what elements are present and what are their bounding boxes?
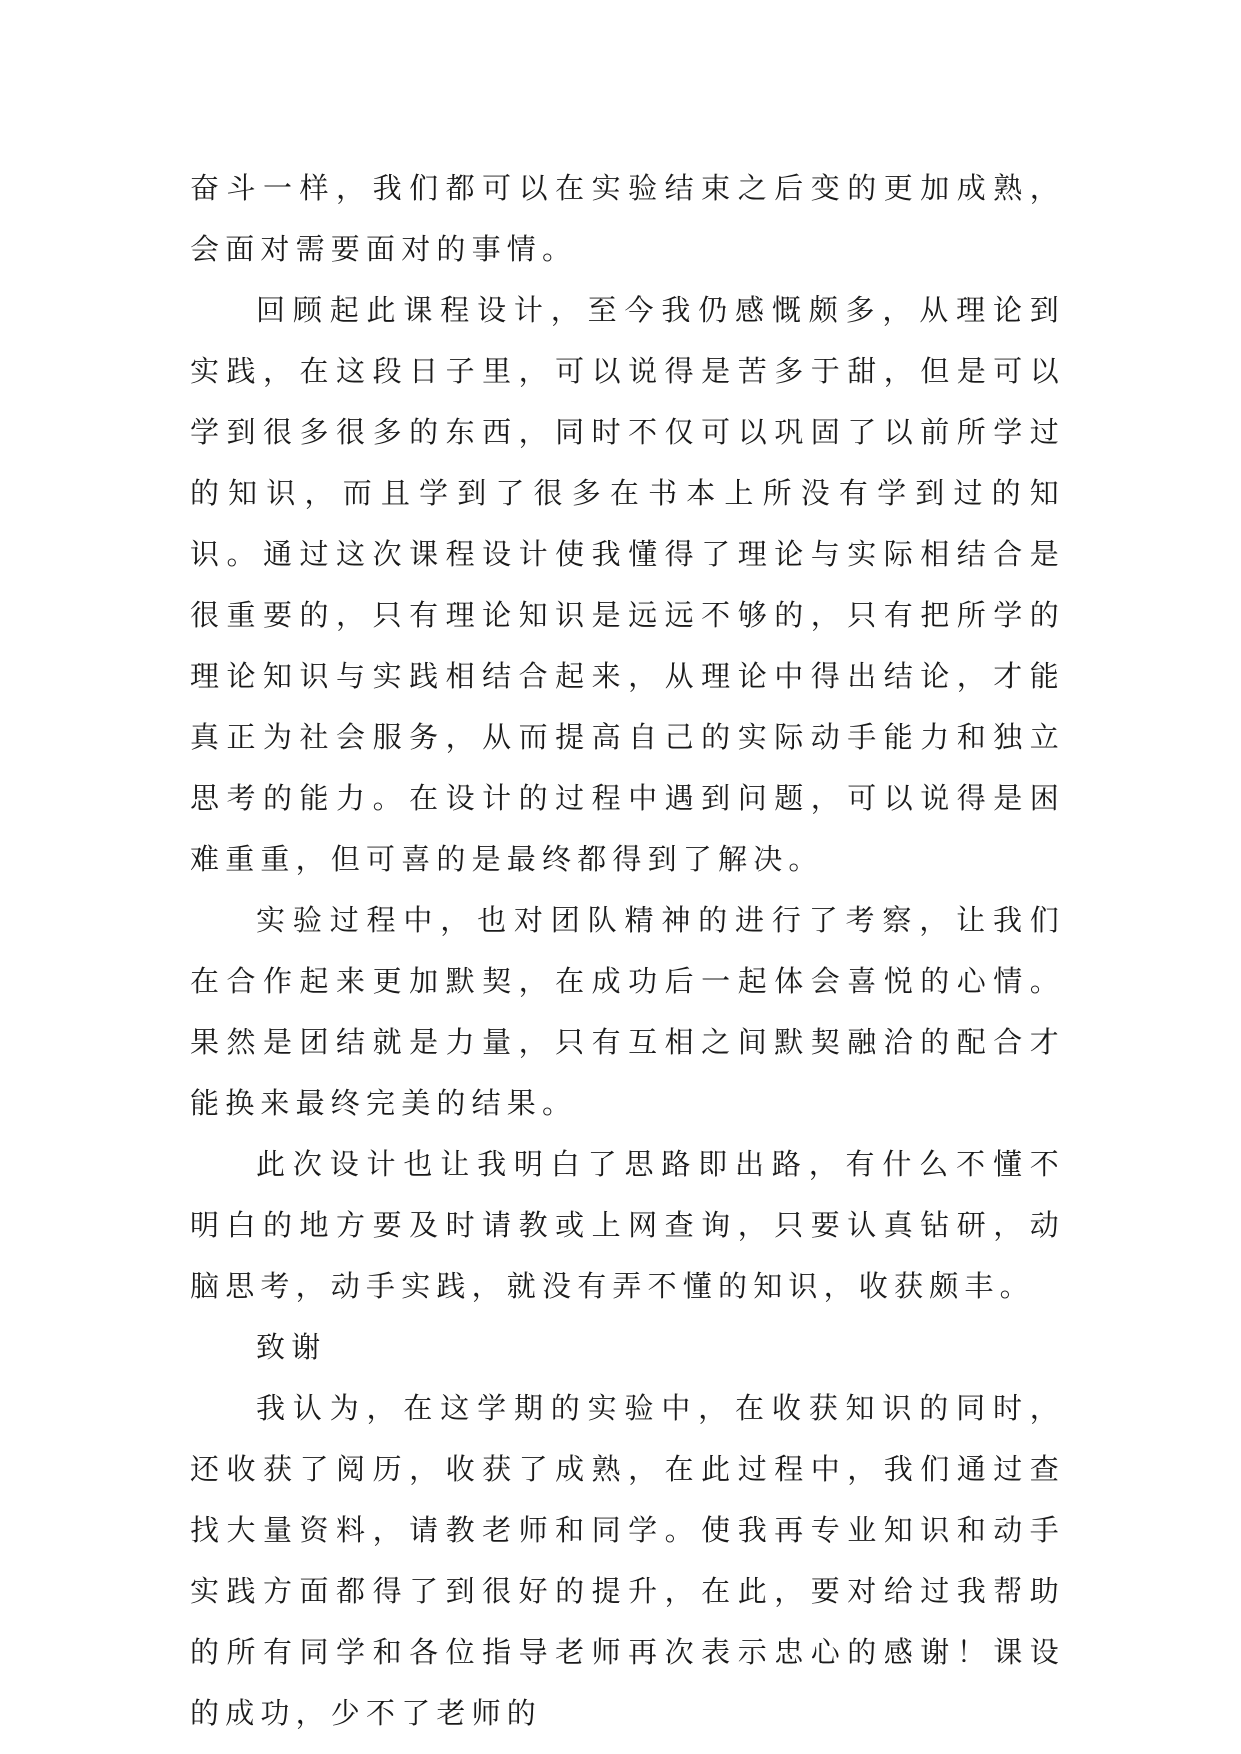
document-body	[190, 158, 1065, 1744]
paragraph-team-spirit: 实验过程中，也对团队精神的进行了考察，让我们在合作起来更加默契，在成功后一起体会喜悦的心情。果然是团结就是力量，只有互相之间默契融洽的配合才能换来最终完美的结果。	[190, 903, 1065, 1120]
paragraph-continuation: 奋斗一样，我们都可以在实验结束之后变的更加成熟，会面对需要面对的事情。	[190, 171, 1065, 266]
paragraph-course-design-review: 回顾起此课程设计，至今我仍感慨颇多，从理论到实践，在这段日子里，可以说得是苦多于甜，但是可以学到很多很多的东西，同时不仅可以巩固了以前所学过的知识，而且学到了很多在书本上所没有学到过的知识。通过这次课程设计使我懂得了理论与实际相结合是很重要的，只有理论知识是远远不够的，只有把所学的理论知识与实践相结合起来，从理论中得出结论，才能真正为社会服务，从而提高自己的实际动手能力和独立思考的能力。在设计的过程中遇到问题，可以说得是困难重重，但可喜的是最终都得到了解决。	[190, 293, 1065, 876]
paragraph-design-lessons: 此次设计也让我明白了思路即出路，有什么不懂不明白的地方要及时请教或上网查询，只要认真钻研，动脑思考，动手实践，就没有弄不懂的知识，收获颇丰。	[190, 1147, 1065, 1303]
paragraph-acknowledgements: 我认为，在这学期的实验中，在收获知识的同时，还收获了阅历，收获了成熟，在此过程中，我们通过查找大量资料，请教老师和同学。使我再专业知识和动手实践方面都得了到很好的提升，在此，要对给过我帮助的所有同学和各位指导老师再次表示忠心的感谢！课设的成功，少不了老师的	[190, 1391, 1065, 1730]
section-heading-acknowledgements: 致谢	[256, 1330, 327, 1364]
